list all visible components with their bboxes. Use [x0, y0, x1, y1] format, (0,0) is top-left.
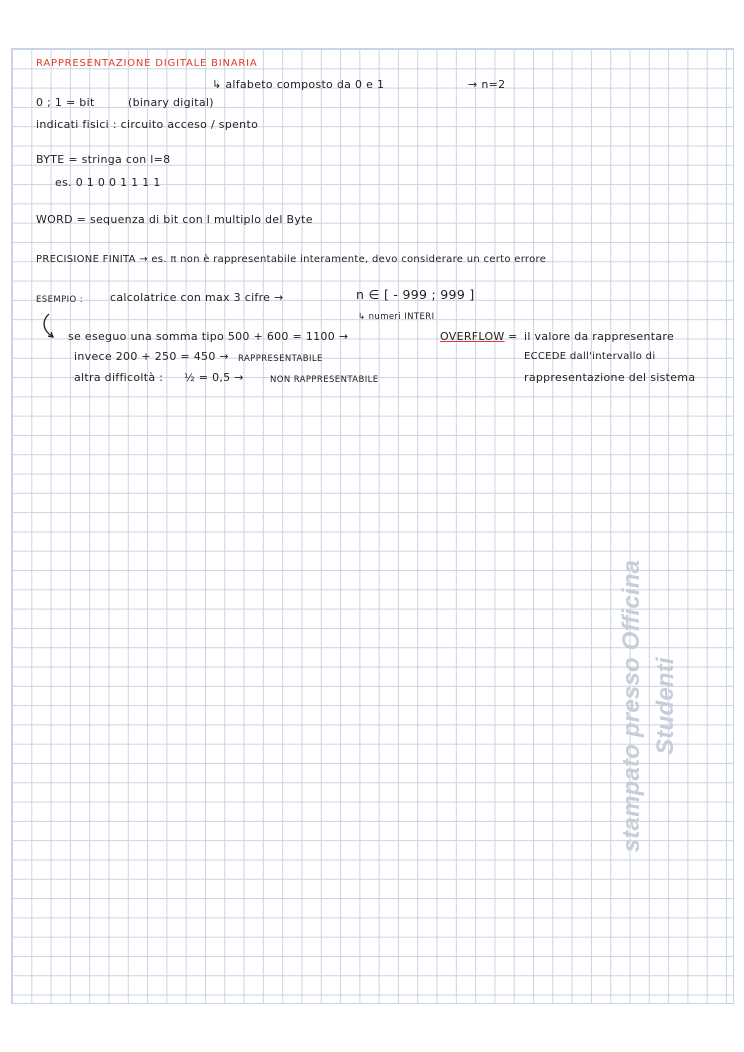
- example-range: n ∈ [ - 999 ; 999 ]: [356, 287, 475, 302]
- sum-example: se eseguo una somma tipo 500 + 600 = 1100 →: [68, 330, 349, 343]
- notes-title: RAPPRESENTAZIONE DIGITALE BINARIA: [36, 58, 258, 69]
- example-text: calcolatrice con max 3 cifre →: [110, 291, 284, 304]
- alphabet-size: → n=2: [468, 78, 506, 91]
- precision-note: PRECISIONE FINITA → es. π non è rappresentabile interamente, devo considerare un certo errore: [36, 254, 547, 265]
- word-definition: WORD = sequenza di bit con l multiplo del Byte: [36, 213, 313, 226]
- overflow-explanation-1: il valore da rappresentare: [524, 330, 675, 343]
- example-label: ESEMPIO :: [36, 295, 83, 305]
- watermark: stampato presso Officina Studenti: [618, 559, 679, 853]
- overflow-explanation-2: ECCEDE dall'intervallo di: [524, 351, 656, 362]
- overflow-explanation-3: rappresentazione del sistema: [524, 371, 696, 384]
- overflow-equals: =: [508, 330, 518, 343]
- integers-note: ↳ numeri INTERI: [358, 312, 435, 322]
- representable-label: RAPPRESENTABILE: [238, 354, 323, 364]
- alphabet-note: ↳ alfabeto composto da 0 e 1: [212, 78, 385, 91]
- overflow-term: OVERFLOW: [440, 330, 505, 343]
- byte-example: es. 0 1 0 0 1 1 1 1: [55, 176, 161, 189]
- other-difficulty-label: altra difficoltà :: [74, 371, 164, 384]
- instead-example: invece 200 + 250 = 450 →: [74, 350, 229, 363]
- curved-arrow-icon: [40, 312, 58, 340]
- byte-definition: BYTE = stringa con l=8: [36, 153, 171, 166]
- bits-definition: 0 ; 1 = bit: [36, 96, 95, 109]
- fraction-example: ½ = 0,5 →: [184, 371, 244, 384]
- not-representable-label: NON RAPPRESENTABILE: [270, 375, 379, 385]
- bits-note: (binary digital): [128, 96, 214, 109]
- circuits-note: indicati fisici : circuito acceso / spento: [36, 118, 259, 131]
